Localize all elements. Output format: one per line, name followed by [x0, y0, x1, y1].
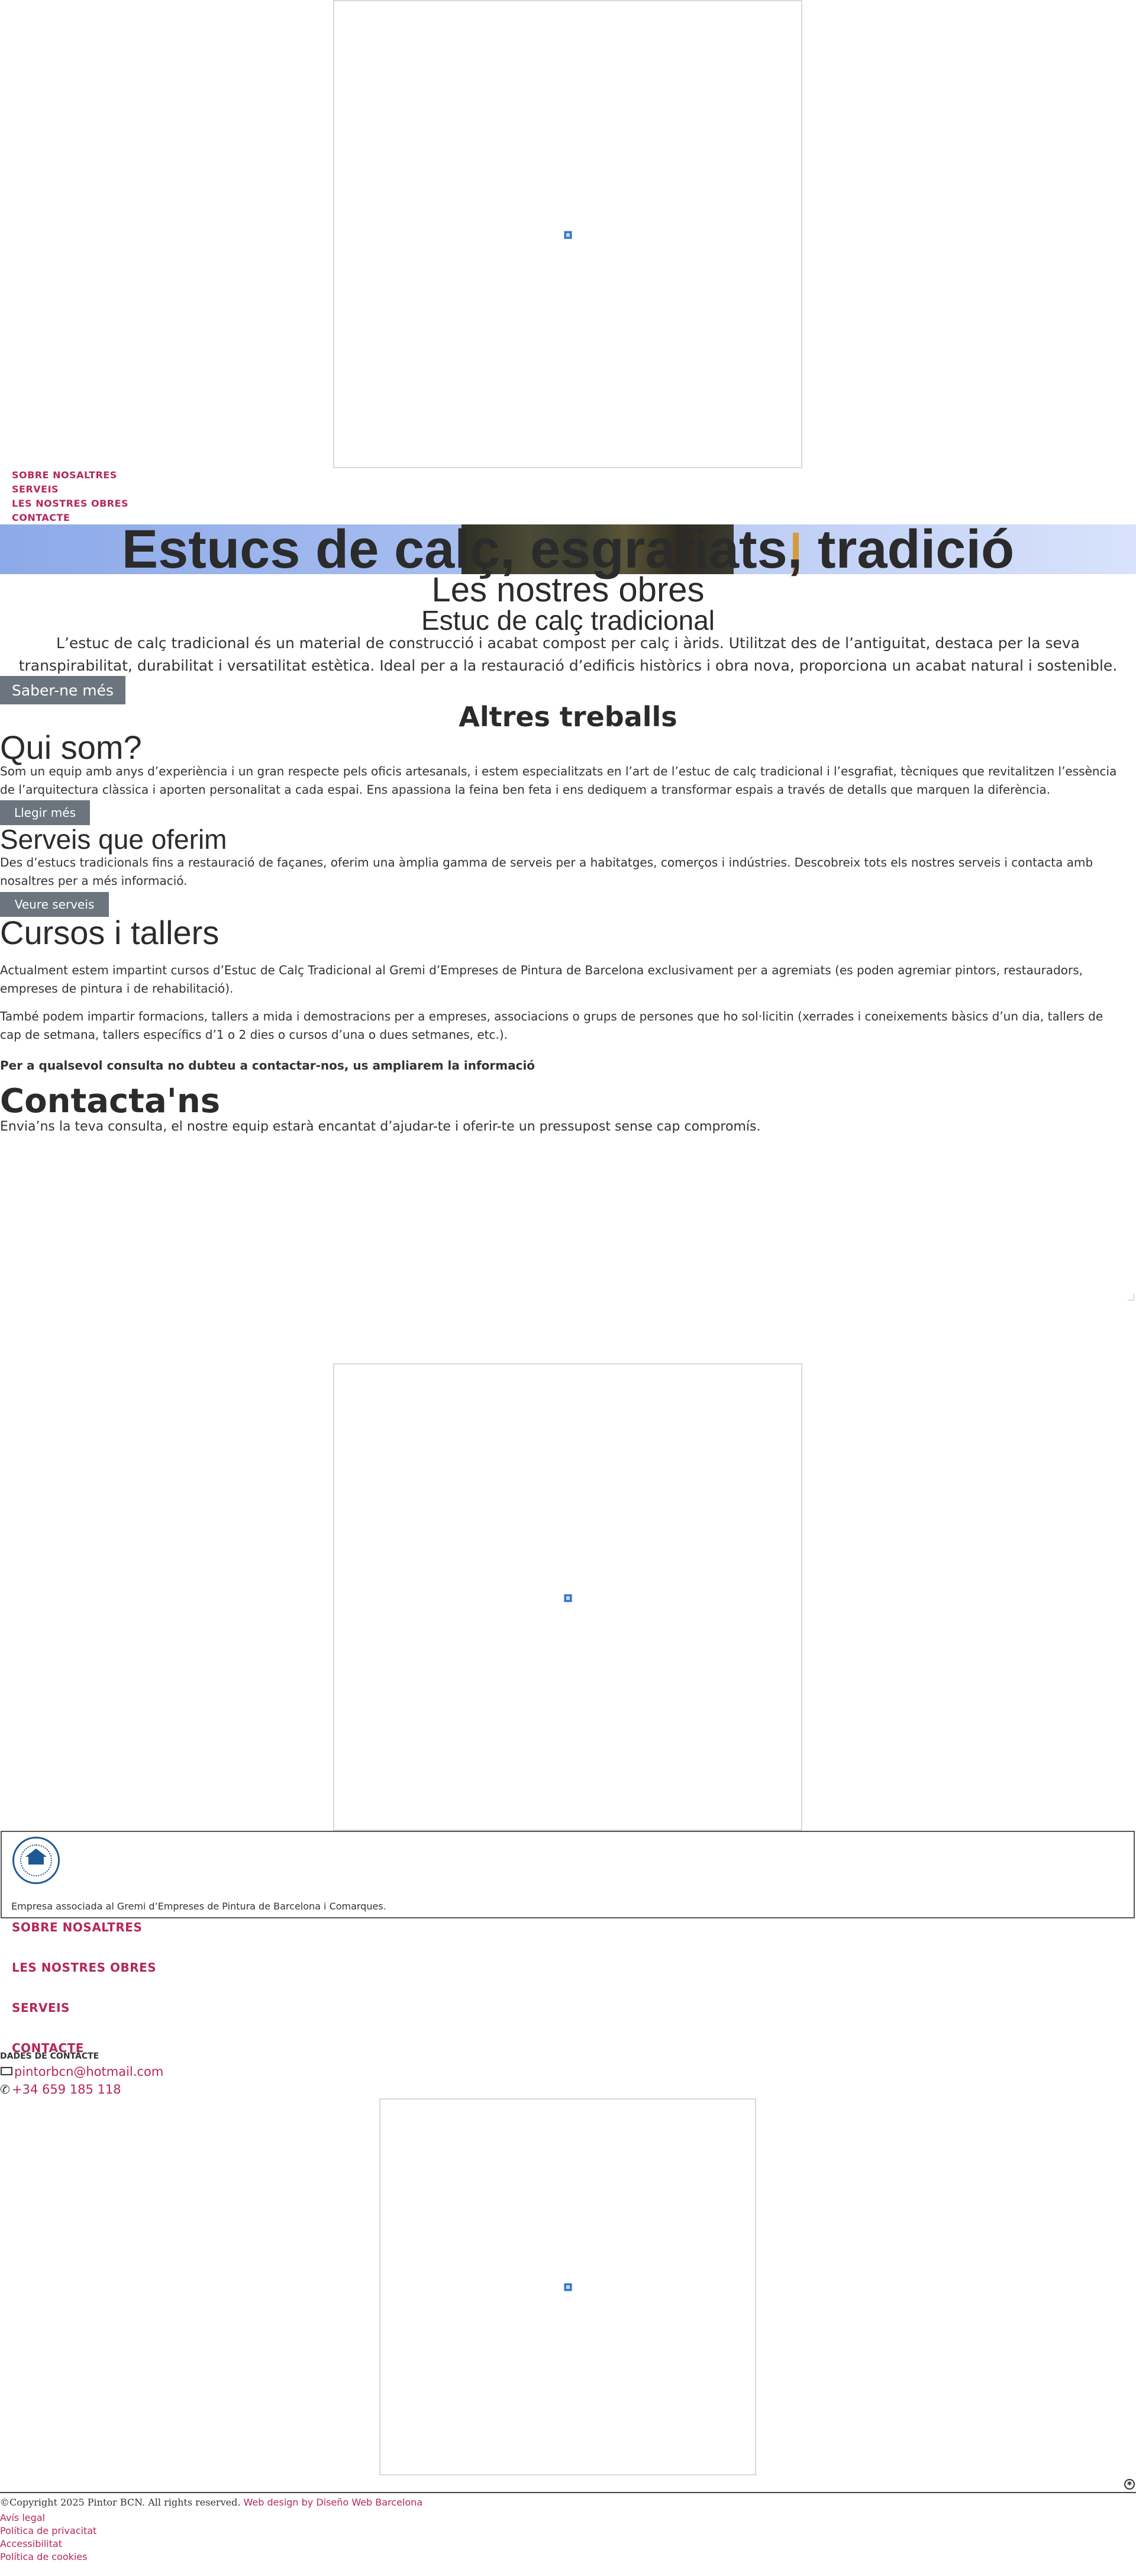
contact-data-heading: DADES DE CONTACTE [0, 2052, 99, 2061]
courses-paragraph-3: Per a qualsevol consulta no dubteu a contactar-nos, us ampliarem la informació [0, 1058, 535, 1073]
works-heading: Les nostres obres [431, 571, 705, 609]
broken-image-icon [564, 2283, 572, 2291]
footer-nav-contacte[interactable]: CONTACTE [12, 2041, 84, 2055]
services-button[interactable]: Veure serveis [0, 892, 109, 917]
hero-title: Estucs de calç, esgrafiats, tradició [121, 519, 1015, 579]
other-works-heading: Altres treballs [459, 701, 677, 733]
footer-association-card [1, 1831, 1135, 1918]
nav-serveis[interactable]: SERVEIS [12, 484, 59, 495]
copyright-text: ©Copyright 2025 Pintor BCN. All rights reserved. [0, 2497, 241, 2508]
designer-link[interactable]: Web design by Diseño Web Barcelona [243, 2497, 423, 2508]
email-link[interactable]: pintorbcn@hotmail.com [14, 2065, 164, 2079]
courses-paragraph-2: També podem impartir formacions, tallers a mida i demostracions per a empreses, associacions o grups de persones que ho sol·licitin (xerrades i coneixements bàsics d’un dia, tallers de cap de setmana, tallers específics d’1 o 2 dies o cursos d’una o dues setmanes, etc.). [0, 1009, 1103, 1042]
resize-handle-icon[interactable] [1128, 1294, 1134, 1300]
footer-nav-les-nostres-obres[interactable]: LES NOSTRES OBRES [12, 1960, 157, 1975]
broken-image-icon [564, 231, 572, 239]
about-heading: Qui som? [0, 729, 142, 766]
nav-contacte[interactable]: CONTACTE [12, 512, 70, 523]
accessibility-link[interactable]: Accessibilitat [0, 2538, 63, 2549]
copyright-row [0, 2497, 422, 2508]
guild-logo [12, 1837, 60, 1884]
phone-link[interactable]: +34 659 185 118 [12, 2082, 121, 2097]
about-text: Som un equip amb anys d’experiència i un gran respecte pels oficis artesanals, i estem especialitzats en l’art de l’estuc de calç tradicional i l’esgrafiat, tècniques que revitalitzen l’essència de l’arquitectura clàssica i aporten personalitat a cada espai. Ens apassiona la feina ben feta i ens dediquem a transformar espais a través de detalls que marquen la diferència. [0, 764, 1117, 797]
nav-les-nostres-obres[interactable]: LES NOSTRES OBRES [12, 498, 129, 509]
courses-paragraph-1: Actualment estem impartint cursos d’Estuc de Calç Tradicional al Gremi d’Empreses de Pintura de Barcelona exclusivament per a agremiats (es poden agremiar pintors, restauradors, empreses de pintura i de rehabilitació). [0, 963, 1083, 996]
courses-heading: Cursos i tallers [0, 914, 220, 951]
nav-sobre-nosaltres[interactable]: SOBRE NOSALTRES [12, 469, 117, 481]
content-image-placeholder [333, 1363, 802, 1831]
works-more-button[interactable]: Saber-ne més [0, 676, 125, 704]
cookies-policy-link[interactable]: Política de cookies [0, 2551, 88, 2562]
about-more-button[interactable]: Llegir més [0, 800, 90, 825]
footer-image-placeholder [379, 2098, 756, 2475]
footer-nav-serveis[interactable]: SERVEIS [12, 2001, 70, 2015]
contact-text: Envia’ns la teva consulta, el nostre equip estarà encantat d’ajudar-te i oferir-te un pressupost sense cap compromís. [0, 1119, 761, 1134]
phone-icon: ✆ [0, 2082, 10, 2097]
contact-heading: Contacta'ns [0, 1082, 221, 1120]
accessibility-icon[interactable]: ✱ [1124, 2479, 1135, 2490]
mail-icon [1, 2067, 12, 2075]
footer-nav-sobre-nosaltres[interactable]: SOBRE NOSALTRES [12, 1920, 143, 1934]
services-text: Des d’estucs tradicionals fins a restauració de façanes, oferim una àmplia gamma de serveis per a habitatges, comerços i indústries. Descobreix tots els nostres serveis i contacta amb nosaltres per a més informació. [0, 855, 1093, 888]
works-description: L’estuc de calç tradicional és un material de construcció i acabat compost per calç i àrids. Utilitzat des de l’antiguitat, destaca per la seva transpirabilitat, durabilitat i versatilitat estètica. Ideal per a la restauració d’edificis històrics i obra nova, proporciona un acabat natural i sostenible. [18, 635, 1118, 674]
legal-notice-link[interactable]: Avís legal [0, 2512, 46, 2523]
header-image-placeholder [333, 0, 802, 468]
services-heading: Serveis que oferim [0, 824, 227, 855]
footer-divider [0, 2492, 1136, 2493]
works-subheading: Estuc de calç tradicional [421, 605, 715, 636]
association-text: Empresa associada al Gremi d’Empreses de Pintura de Barcelona i Comarques. [11, 1901, 386, 1912]
broken-image-icon [564, 1594, 572, 1602]
privacy-policy-link[interactable]: Política de privacitat [0, 2525, 97, 2536]
